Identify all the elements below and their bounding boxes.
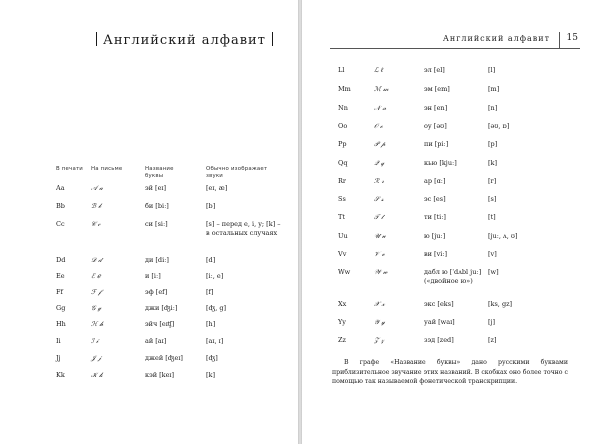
letter-print: Ss <box>338 195 346 203</box>
letter-script: ℒ ℓ <box>374 66 384 74</box>
letter-name: пи [piː] <box>424 140 449 148</box>
letter-script: 𝒰 𝓊 <box>374 232 386 240</box>
letter-script: 𝒦 𝓀 <box>91 371 103 379</box>
letter-script: 𝒯 𝓉 <box>374 213 384 221</box>
letter-sounds: [eɪ, æ] <box>206 184 228 192</box>
letter-sounds: [v] <box>488 250 497 258</box>
letter-sounds: [d] <box>206 256 216 264</box>
left-page <box>0 0 298 444</box>
letter-sounds: [l] <box>488 66 496 74</box>
letter-name: ю [juː] <box>424 232 446 240</box>
letter-print: Rr <box>338 177 347 185</box>
letter-print: Ll <box>338 66 345 74</box>
letter-sounds: [ks, gz] <box>488 300 513 308</box>
letter-print: Pp <box>338 140 347 148</box>
letter-script: 𝒱 𝓋 <box>374 250 385 258</box>
letter-sounds: [aɪ, ɪ] <box>206 337 224 345</box>
letter-name: эм [em] <box>424 85 450 93</box>
right-page <box>302 0 600 444</box>
letter-sounds: [s] <box>488 195 497 203</box>
letter-script: ℰ ℯ <box>91 272 101 280</box>
letter-script: 𝒵 𝓏 <box>374 336 385 344</box>
letter-sounds: [iː, e] <box>206 272 224 280</box>
title-rule-right <box>272 32 273 46</box>
letter-sounds: [r] <box>488 177 497 185</box>
letter-script: 𝒪 ℴ <box>374 122 383 130</box>
letter-sounds: [n] <box>488 104 498 112</box>
letter-script: 𝒩 𝓃 <box>374 104 387 112</box>
letter-name: эй [eɪ] <box>145 184 167 192</box>
letter-print: Jj <box>56 354 61 362</box>
letter-name: зэд [zed] <box>424 336 454 344</box>
letter-script: 𝒳 𝓍 <box>374 300 385 308</box>
letter-print: Yy <box>338 318 346 326</box>
letter-sounds: [t] <box>488 213 496 221</box>
letter-name: дабл ю [ˈdʌbl juː] («двойное ю») <box>424 268 482 285</box>
letter-sounds: [k] <box>488 159 498 167</box>
column-header-name: Название буквы <box>145 166 174 179</box>
letter-script: 𝒮 𝓈 <box>374 195 384 203</box>
letter-name: уай [waɪ] <box>424 318 455 326</box>
letter-name: оу [əʊ] <box>424 122 447 130</box>
letter-name: эйч [eɪʧ] <box>145 320 175 328</box>
letter-print: Gg <box>56 304 66 312</box>
letter-script: ℛ 𝓇 <box>374 177 384 185</box>
letter-name: кью [kjuː] <box>424 159 457 167</box>
letter-name: эн [en] <box>424 104 448 112</box>
letter-print: Ee <box>56 272 65 280</box>
letter-sounds: [f] <box>206 288 214 296</box>
page-title-text: Английский алфавит <box>103 33 266 48</box>
letter-script: 𝒢 ℊ <box>91 304 102 312</box>
letter-print: Cc <box>56 220 65 228</box>
letter-print: Uu <box>338 232 348 240</box>
letter-print: Mm <box>338 85 351 93</box>
letter-name: эф [ef] <box>145 288 168 296</box>
letter-name: ти [tiː] <box>424 213 446 221</box>
letter-name: ай [aɪ] <box>145 337 167 345</box>
letter-name: би [biː] <box>145 202 169 210</box>
letter-print: Qq <box>338 159 348 167</box>
letter-name: кэй [keɪ] <box>145 371 175 379</box>
letter-script: ℳ 𝓂 <box>374 85 389 93</box>
letter-name: ди [diː] <box>145 256 169 264</box>
running-header-divider <box>559 32 560 48</box>
letter-print: Dd <box>56 256 66 264</box>
letter-print: Kk <box>56 371 65 379</box>
letter-script: 𝒴 𝓎 <box>374 318 385 326</box>
letter-sounds: [h] <box>206 320 216 328</box>
letter-script: ℐ 𝒾 <box>91 337 99 345</box>
letter-print: Vv <box>338 250 347 258</box>
title-rule-left <box>96 32 97 46</box>
letter-print: Ii <box>56 337 61 345</box>
letter-sounds: [j] <box>488 318 496 326</box>
letter-sounds: [juː, ʌ, ʊ] <box>488 232 518 240</box>
column-header-script: На письме <box>91 166 123 172</box>
letter-print: Bb <box>56 202 65 210</box>
letter-sounds: [p] <box>488 140 498 148</box>
letter-sounds: [əʊ, ɒ] <box>488 122 510 130</box>
letter-script: 𝒬 𝓆 <box>374 159 385 167</box>
letter-print: Nn <box>338 104 348 112</box>
letter-sounds: [m] <box>488 85 500 93</box>
letter-print: Ww <box>338 268 351 276</box>
letter-name: эс [es] <box>424 195 446 203</box>
letter-script: 𝒜 𝒶 <box>91 184 103 192</box>
letter-sounds: [ʤ] <box>206 354 218 362</box>
letter-print: Xx <box>338 300 347 308</box>
column-header-sounds: Обычно изображает звуки <box>206 166 268 179</box>
letter-script: 𝒞 𝒸 <box>91 220 101 228</box>
letter-print: Aa <box>56 184 65 192</box>
running-header <box>330 32 580 49</box>
letter-print: Oo <box>338 122 348 130</box>
letter-sounds: [z] <box>488 336 497 344</box>
letter-name: джей [ʤeɪ] <box>145 354 183 362</box>
letter-script: ℱ 𝒻 <box>91 288 102 296</box>
letter-name: эл [el] <box>424 66 445 74</box>
letter-print: Tt <box>338 213 345 221</box>
letter-script: ℬ 𝒷 <box>91 202 101 210</box>
letter-print: Hh <box>56 320 66 328</box>
letter-script: ℋ 𝒽 <box>91 320 104 328</box>
page-number: 15 <box>566 33 578 43</box>
letter-script: 𝒥 𝒿 <box>91 354 102 362</box>
letter-sounds: [k] <box>206 371 216 379</box>
letter-sounds: [b] <box>206 202 216 210</box>
letter-name: си [siː] <box>145 220 168 228</box>
letter-script: 𝒟 𝒹 <box>91 256 102 264</box>
letter-print: Ff <box>56 288 63 296</box>
letter-name: и [iː] <box>145 272 161 280</box>
footnote-paragraph: В графе «Название буквы» дано русскими буквами приблизительное звучание этих названий. В скобках оно более точно с помощью так называемой фонетической транскрипции. <box>332 359 568 386</box>
running-header-title: Английский алфавит <box>442 34 550 43</box>
letter-sounds: [w] <box>488 268 499 276</box>
letter-name: ви [viː] <box>424 250 448 258</box>
letter-script: 𝒫 𝓅 <box>374 140 386 148</box>
letter-name: экс [eks] <box>424 300 454 308</box>
page-title <box>90 32 279 48</box>
letter-name: ар [ɑː] <box>424 177 446 185</box>
letter-print: Zz <box>338 336 346 344</box>
letter-sounds: [ʤ, g] <box>206 304 227 312</box>
letter-sounds: [s] – перед e, i, y; [k] – в остальных случаях <box>206 220 281 237</box>
letter-name: джи [ʤiː] <box>145 304 178 312</box>
column-header-print: В печати <box>56 166 83 172</box>
letter-script: 𝒲 𝓌 <box>374 268 388 276</box>
